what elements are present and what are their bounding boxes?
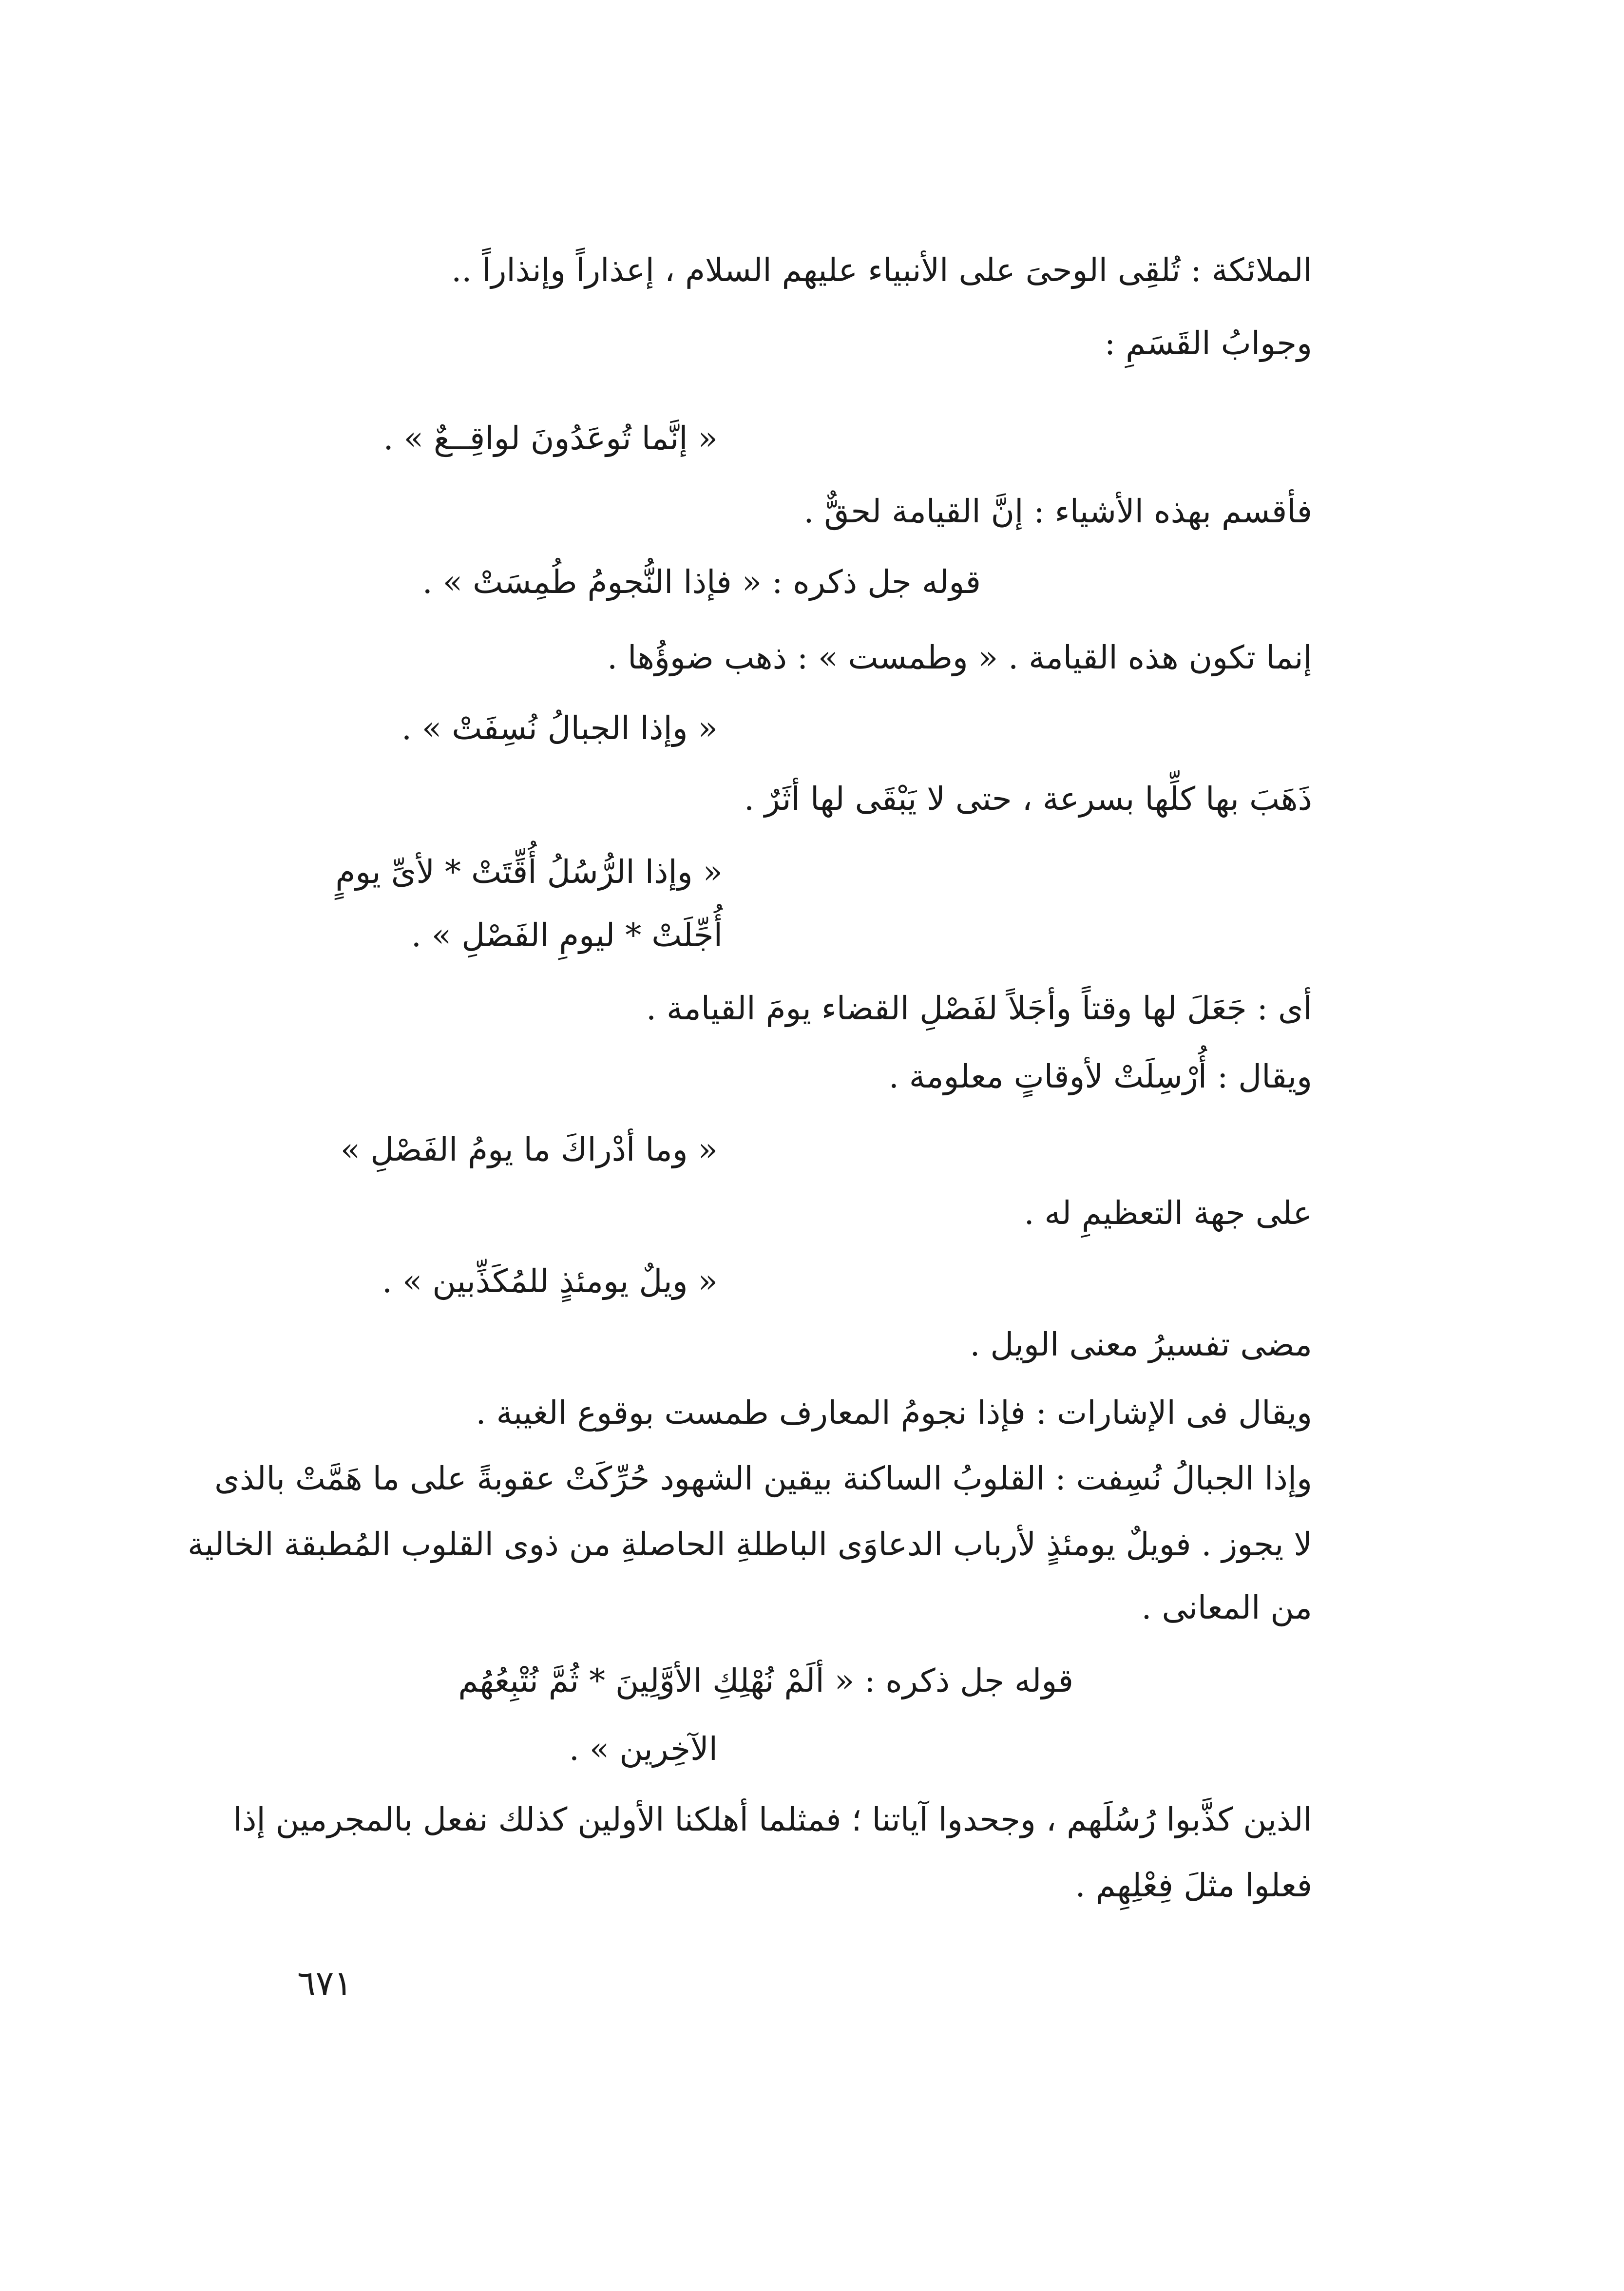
text-line-23: الذين كذَّبوا رُسُلَهم ، وجحدوا آياتنا ؛ فمثلما أهلكنا الأولين كذلك نفعل بالمجرمين إذا — [233, 1801, 1312, 1838]
text-line-18: وإذا الجبالُ نُسِفت : القلوبُ الساكنة بيقين الشهود حُرِّكَتْ عقوبةً على ما هَمَّتْ بالذى — [214, 1460, 1312, 1497]
text-line-12: ويقال : أُرْسِلَتْ لأوقاتٍ معلومة . — [888, 1058, 1312, 1095]
text-line-17: ويقال فى الإشارات : فإذا نجومُ المعارف طمست بوقوع الغيبة . — [476, 1394, 1312, 1432]
text-line-15: « ويلٌ يومئذٍ للمُكَذِّبين » . — [382, 1262, 718, 1300]
text-line-20: من المعانى . — [1141, 1589, 1312, 1626]
text-line-22: الآخِرين » . — [569, 1730, 718, 1768]
text-line-10: أُجِّلَتْ * ليومِ الفَصْلِ » . — [411, 916, 723, 954]
text-line-4: فأقسم بهذه الأشياء : إنَّ القيامة لحقٌّ . — [803, 493, 1312, 530]
text-line-9: « وإذا الرُّسُلُ أُقِّتَتْ * لأىِّ يومٍ — [335, 853, 723, 891]
text-line-21: قوله جل ذكره : « ألَمْ نُهْلِكِ الأوَّلِينَ * ثُمَّ نُتْبِعُهُم — [458, 1662, 1073, 1699]
text-line-19: لا يجوز . فويلٌ يومئذٍ لأرباب الدعاوَى الباطلةِ الحاصلةِ من ذوى القلوب المُطبقة الخالية — [187, 1526, 1312, 1563]
text-line-3: « إنَّما تُوعَدُونَ لواقِــعٌ » . — [383, 420, 718, 457]
text-line-14: على جهة التعظيمِ له . — [1024, 1194, 1312, 1232]
text-line-8: ذَهَبَ بها كلِّها بسرعة ، حتى لا يَبْقَى لها أثَرٌ . — [744, 780, 1312, 818]
text-line-7: « وإذا الجبالُ نُسِفَتْ » . — [401, 709, 718, 747]
text-line-13: « وما أدْراكَ ما يومُ الفَصْلِ » — [340, 1131, 718, 1168]
text-line-11: أى : جَعَلَ لها وقتاً وأجَلاً لفَصْلِ القضاء يومَ القيامة . — [646, 990, 1312, 1027]
text-line-6: إنما تكون هذه القيامة . « وطمست » : ذهب ضوؤُها . — [607, 639, 1312, 676]
text-line-1: الملائكة : تُلقِى الوحىَ على الأنبياء عليهم السلام ، إعذاراً وإنذاراً .. — [451, 251, 1312, 289]
text-line-5: قوله جل ذكره : « فإذا النُّجومُ طُمِسَتْ » . — [422, 563, 981, 601]
page-number: ٦٧١ — [297, 1963, 352, 2003]
text-line-24: فعلوا مثلَ فِعْلِهِم . — [1075, 1867, 1312, 1904]
text-line-2: وجوابُ القَسَمِ : — [1104, 325, 1312, 362]
text-line-16: مضى تفسيرُ معنى الويل . — [970, 1326, 1312, 1363]
